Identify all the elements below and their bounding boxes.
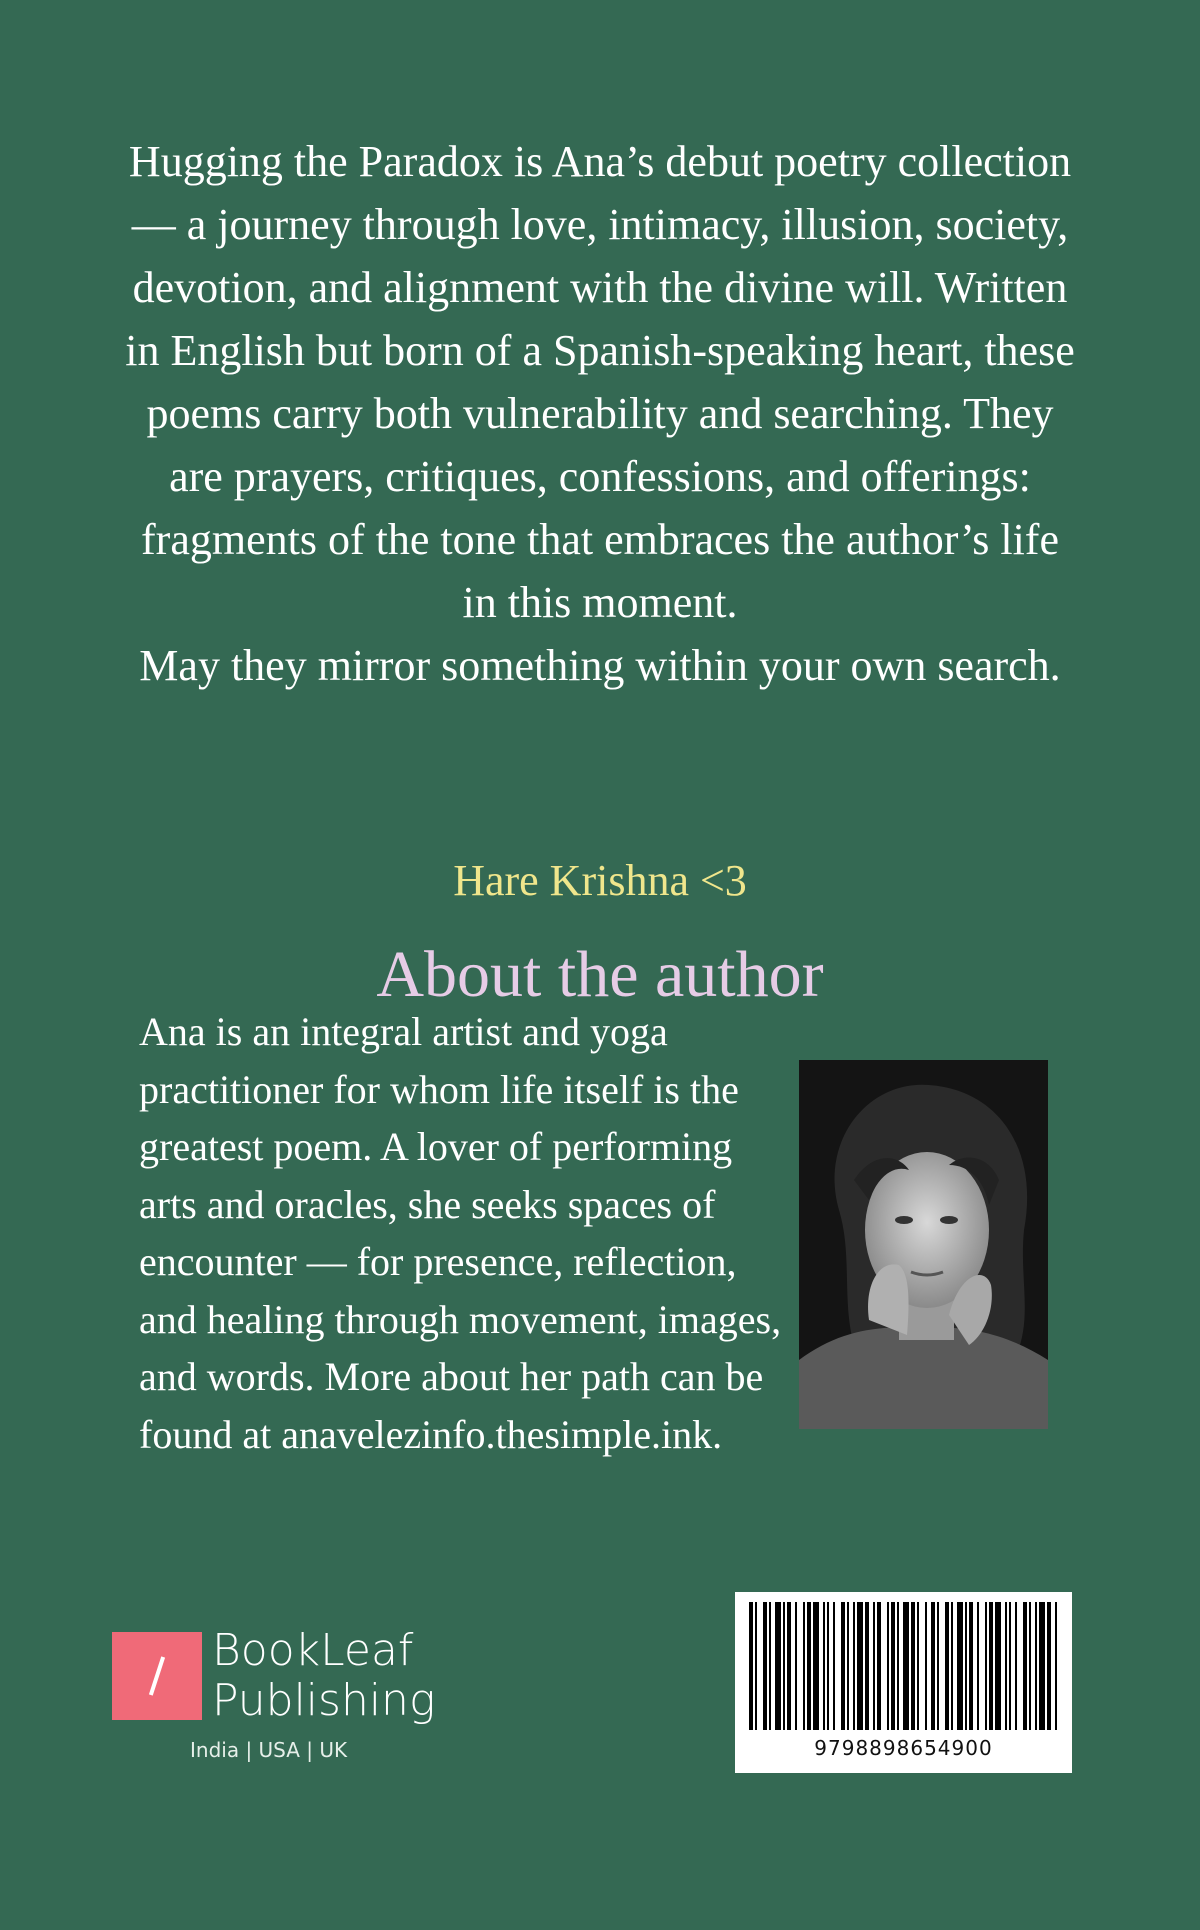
barcode-bar	[803, 1602, 805, 1730]
barcode-bars	[745, 1602, 1062, 1732]
author-portrait-illustration	[799, 1060, 1048, 1429]
barcode-bar	[775, 1602, 781, 1730]
barcode-bar	[833, 1602, 835, 1730]
publisher-logo-mark	[112, 1632, 202, 1720]
barcode-bar	[1035, 1602, 1037, 1730]
barcode-bar	[1029, 1602, 1031, 1730]
barcode-bar	[1055, 1602, 1057, 1730]
barcode-bar	[897, 1602, 899, 1730]
barcode-bar	[813, 1602, 819, 1730]
isbn-barcode	[735, 1592, 1072, 1773]
barcode-bar	[917, 1602, 919, 1730]
barcode-bar	[1039, 1602, 1045, 1730]
barcode-bar	[995, 1602, 1001, 1730]
barcode-bar	[787, 1602, 791, 1730]
book-blurb	[120, 130, 1080, 697]
barcode-bar	[925, 1602, 927, 1730]
blurb-paragraph: Hugging the Paradox is Ana’s debut poetry collection — a journey through love, intimacy, illusion, society, devotion, and alignment with the divine will. Written in English but born of a Spanish-speaking heart, these poems carry both vulnerability and searching. They are prayers, critiques, confessions, and offerings: fragments of the tone that embraces the author’s life in this moment.	[125, 137, 1075, 627]
barcode-bar	[841, 1602, 845, 1730]
barcode-bar	[957, 1602, 963, 1730]
barcode-bar	[823, 1602, 825, 1730]
barcode-bar	[931, 1602, 935, 1730]
isbn-number: 9798898654900	[814, 1736, 993, 1760]
publisher-name-line2: Publishing	[212, 1675, 436, 1726]
signoff-text: Hare Krishna <3	[453, 856, 747, 905]
publisher-name-line1: BookLeaf	[212, 1625, 414, 1676]
barcode-bar	[1005, 1602, 1007, 1730]
barcode-bar	[807, 1602, 811, 1730]
barcode-bar	[951, 1602, 953, 1730]
barcode-bar	[977, 1602, 979, 1730]
barcode-bar	[1047, 1602, 1051, 1730]
blurb-closing-line: May they mirror something within your own search.	[139, 641, 1061, 690]
barcode-bar	[985, 1602, 987, 1730]
barcode-bar	[887, 1602, 889, 1730]
author-bio: Ana is an integral artist and yoga practitioner for whom life itself is the greatest poem. A lover of performing arts and oracles, she seeks spaces of encounter — for presence, reflection, and healing through movement, images, and words. More about her path can be found at anavelezinfo.thesimple.ink.	[139, 1009, 782, 1457]
barcode-bar	[969, 1602, 973, 1730]
about-author-heading: About the author	[376, 938, 824, 1011]
barcode-bar	[769, 1602, 771, 1730]
barcode-bar	[911, 1602, 915, 1730]
barcode-bar	[749, 1602, 753, 1730]
barcode-bar	[755, 1602, 757, 1730]
publisher-name	[212, 1626, 472, 1726]
barcode-bar	[1015, 1602, 1017, 1730]
barcode-bar	[795, 1602, 797, 1730]
barcode-bar	[1009, 1602, 1011, 1730]
barcode-bar	[857, 1602, 863, 1730]
barcode-bar	[877, 1602, 881, 1730]
barcode-bar	[989, 1602, 993, 1730]
barcode-bar	[847, 1602, 849, 1730]
author-photo	[799, 1060, 1048, 1429]
barcode-bar	[783, 1602, 785, 1730]
barcode-bar	[827, 1602, 829, 1730]
barcode-bar	[965, 1602, 967, 1730]
barcode-bar	[1023, 1602, 1027, 1730]
barcode-bar	[937, 1602, 939, 1730]
barcode-bar	[873, 1602, 875, 1730]
barcode-bar	[891, 1602, 895, 1730]
barcode-bar	[853, 1602, 855, 1730]
barcode-bar	[763, 1602, 767, 1730]
publisher-regions: India | USA | UK	[190, 1738, 348, 1762]
barcode-bar	[865, 1602, 869, 1730]
barcode-bar	[945, 1602, 949, 1730]
barcode-bar	[903, 1602, 909, 1730]
